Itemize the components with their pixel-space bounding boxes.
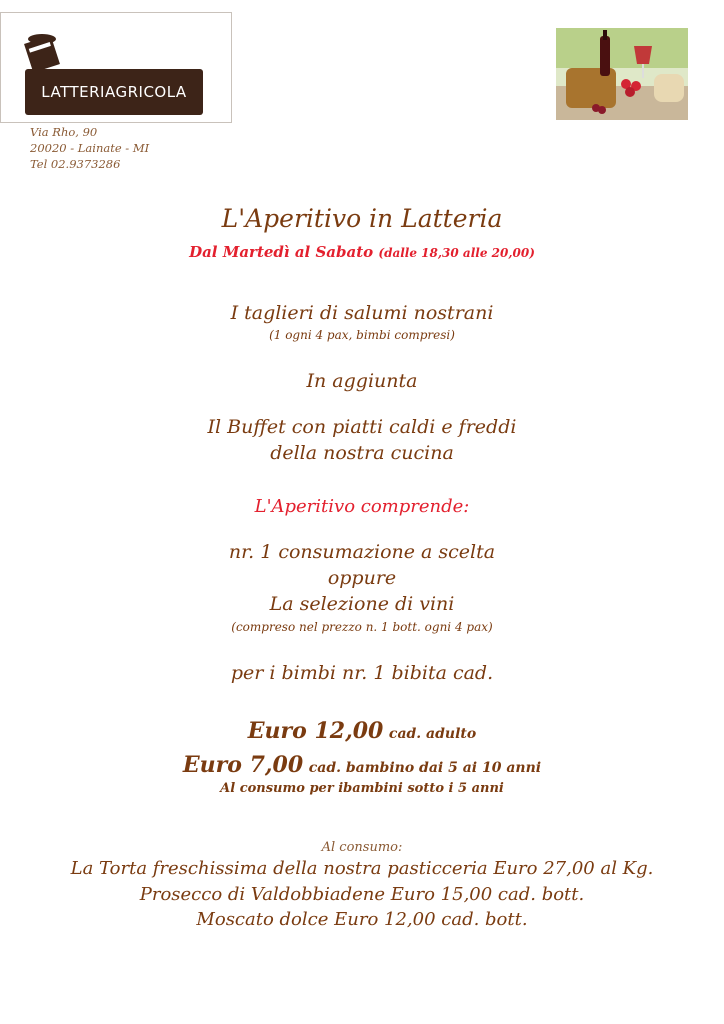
days-main: Dal Martedì al Sabato: [189, 243, 374, 261]
al-consumo-item-moscato: Moscato dolce Euro 12,00 cad. bott.: [196, 909, 528, 930]
al-consumo-label: Al consumo:: [321, 840, 403, 855]
comprende-line-1: nr. 1 consumazione a scelta: [228, 541, 496, 563]
days-hours: (dalle 18,30 alle 20,00): [378, 246, 535, 260]
taglieri-note: (1 ogni 4 pax, bimbi compresi): [269, 328, 455, 342]
al-consumo-item-torta: La Torta freschissima della nostra pasticceria Euro 27,00 al Kg.: [70, 858, 654, 879]
price-adult: [0, 718, 724, 744]
taglieri-line: I taglieri di salumi nostrani: [230, 302, 494, 324]
page-title: L'Aperitivo in Latteria: [221, 204, 503, 233]
price-under5: Al consumo per ibambini sotto i 5 anni: [220, 781, 504, 796]
logo-text: LATTERIAGRICOLA: [41, 83, 187, 101]
buffet-line-2: della nostra cucina: [270, 442, 454, 464]
al-consumo-item-prosecco: Prosecco di Valdobbiadene Euro 15,00 cad. bott.: [139, 884, 585, 905]
price-child: [0, 752, 724, 778]
days-line: [0, 243, 724, 261]
comprende-line-3: La selezione di vini: [269, 593, 455, 615]
comprende-label: L'Aperitivo comprende:: [254, 496, 470, 517]
comprende-line-2: oppure: [327, 567, 397, 589]
address-city: 20020 - Lainate - MI: [30, 141, 150, 155]
price-child-amount: Euro 7,00: [182, 752, 304, 778]
logo-box: [0, 12, 232, 123]
aperitivo-photo: [556, 28, 688, 120]
price-child-label: cad. bambino dai 5 ai 10 anni: [308, 760, 542, 776]
price-adult-label: cad. adulto: [388, 726, 477, 742]
address-phone: Tel 02.9373286: [30, 157, 121, 171]
buffet-line-1: Il Buffet con piatti caldi e freddi: [207, 416, 517, 438]
address-street: Via Rho, 90: [30, 125, 98, 139]
price-adult-amount: Euro 12,00: [247, 718, 384, 744]
logo-plate: [25, 69, 203, 115]
comprende-note: (compreso nel prezzo n. 1 bott. ogni 4 pax): [231, 620, 493, 634]
address-block: [30, 124, 149, 172]
in-aggiunta: In aggiunta: [306, 370, 418, 392]
bimbi-line: per i bimbi nr. 1 bibita cad.: [230, 662, 494, 684]
